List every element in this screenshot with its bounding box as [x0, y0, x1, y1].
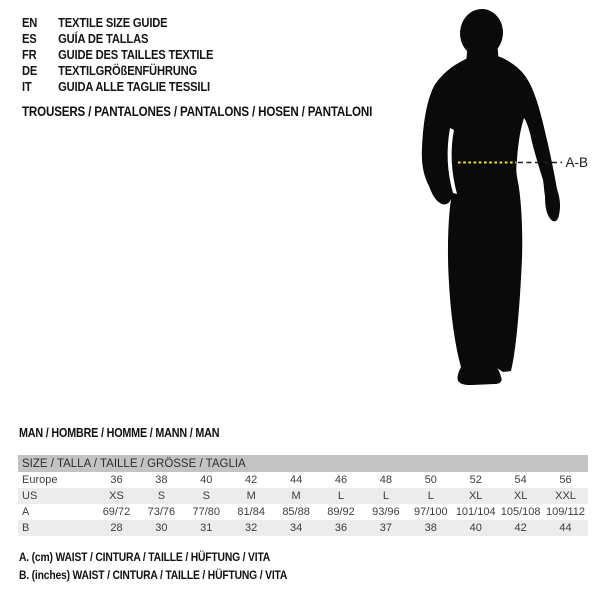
- table-cell: 46: [334, 474, 348, 486]
- man-silhouette-svg: [410, 0, 600, 400]
- language-label: TEXTILE SIZE GUIDE: [58, 14, 168, 30]
- table-cell: 48: [379, 474, 393, 486]
- table-cell: XL: [513, 490, 528, 502]
- table-cell: 44: [289, 474, 303, 486]
- table-row-label: Europe: [22, 474, 58, 486]
- table-cell: 28: [110, 522, 123, 534]
- table-cell: 105/108: [500, 506, 541, 518]
- table-cell: XS: [109, 490, 124, 502]
- table-cell: 44: [559, 522, 572, 534]
- language-label: TEXTILGRÖßENFÜHRUNG: [58, 62, 198, 78]
- table-row-label: A: [22, 506, 30, 518]
- category-title: TROUSERS / PANTALONES / PANTALONS / HOSEN / PANTALONI: [22, 104, 373, 119]
- measure-label-a-b: A-B: [565, 155, 589, 170]
- table-cell: 42: [514, 522, 527, 534]
- table-cell: XL: [468, 490, 483, 502]
- table-cell: 40: [469, 522, 482, 534]
- table-cell: 109/112: [546, 506, 585, 518]
- table-cell: M: [246, 490, 256, 502]
- table-cell: 85/88: [282, 506, 310, 518]
- table-cell: L: [427, 490, 434, 502]
- table-cell: 93/96: [372, 506, 400, 518]
- table-row-a-cm: [18, 504, 588, 520]
- table-cell: 101/104: [455, 506, 496, 518]
- table-cell: 81/84: [237, 506, 265, 518]
- table-cell: 42: [245, 474, 258, 486]
- table-cell: 38: [424, 522, 437, 534]
- table-cell: 30: [155, 522, 168, 534]
- table-cell: 38: [155, 474, 168, 486]
- table-cell: 40: [200, 474, 213, 486]
- table-cell: L: [337, 490, 345, 502]
- table-row-b-inches: [18, 520, 588, 536]
- language-row-it: [22, 78, 213, 94]
- size-table-header-row: [18, 455, 588, 472]
- table-cell: S: [202, 490, 210, 502]
- table-cell: XXL: [555, 490, 576, 502]
- language-row-fr: [22, 46, 213, 62]
- language-label: GUIDA ALLE TAGLIE TESSILI: [58, 78, 210, 94]
- size-table-header: SIZE / TALLA / TAILLE / GRÖSSE / TAGLIA: [18, 455, 588, 472]
- table-cell: 34: [289, 522, 303, 534]
- language-row-de: [22, 62, 213, 78]
- table-row-label: B: [22, 522, 30, 534]
- section-title-man: MAN / HOMBRE / HOMME / MANN / MAN: [19, 426, 220, 440]
- table-cell: 31: [200, 522, 213, 534]
- language-code: FR: [22, 46, 37, 62]
- table-cell: 36: [334, 522, 348, 534]
- language-row-es: [22, 30, 213, 46]
- language-label: GUÍA DE TALLAS: [58, 30, 149, 46]
- table-cell: S: [157, 490, 166, 502]
- language-code: ES: [22, 30, 37, 46]
- table-cell: 97/100: [413, 506, 448, 518]
- table-cell: 32: [245, 522, 258, 534]
- table-row-europe: [18, 472, 588, 488]
- table-cell: 69/72: [102, 506, 131, 518]
- footnote-b: B. (inches) WAIST / CINTURA / TAILLE / HÜFTUNG / VITA: [19, 567, 288, 582]
- table-cell: 36: [110, 474, 123, 486]
- table-row-us: [18, 488, 588, 504]
- language-code: EN: [22, 14, 38, 30]
- table-cell: 54: [514, 474, 527, 486]
- table-cell: 77/80: [192, 506, 221, 518]
- man-silhouette-figure: [410, 0, 600, 400]
- language-guide-list: [22, 14, 244, 94]
- footnote-a: A. (cm) WAIST / CINTURA / TAILLE / HÜFTUNG / VITA: [19, 550, 271, 564]
- language-label: GUIDE DES TAILLES TEXTILE: [58, 46, 214, 62]
- table-cell: 89/92: [327, 506, 355, 518]
- language-code: IT: [22, 78, 32, 94]
- footnotes: [19, 549, 331, 584]
- language-row-en: [22, 14, 213, 30]
- table-cell: M: [291, 490, 301, 502]
- table-row-label: US: [22, 490, 38, 502]
- table-cell: 50: [424, 474, 437, 486]
- table-cell: 52: [469, 474, 482, 486]
- size-table: [18, 455, 588, 536]
- table-cell: 37: [379, 522, 393, 534]
- table-cell: L: [382, 490, 389, 502]
- table-cell: 56: [559, 474, 572, 486]
- table-cell: 73/76: [147, 506, 176, 518]
- man-silhouette: [422, 8, 560, 385]
- language-code: DE: [22, 62, 38, 78]
